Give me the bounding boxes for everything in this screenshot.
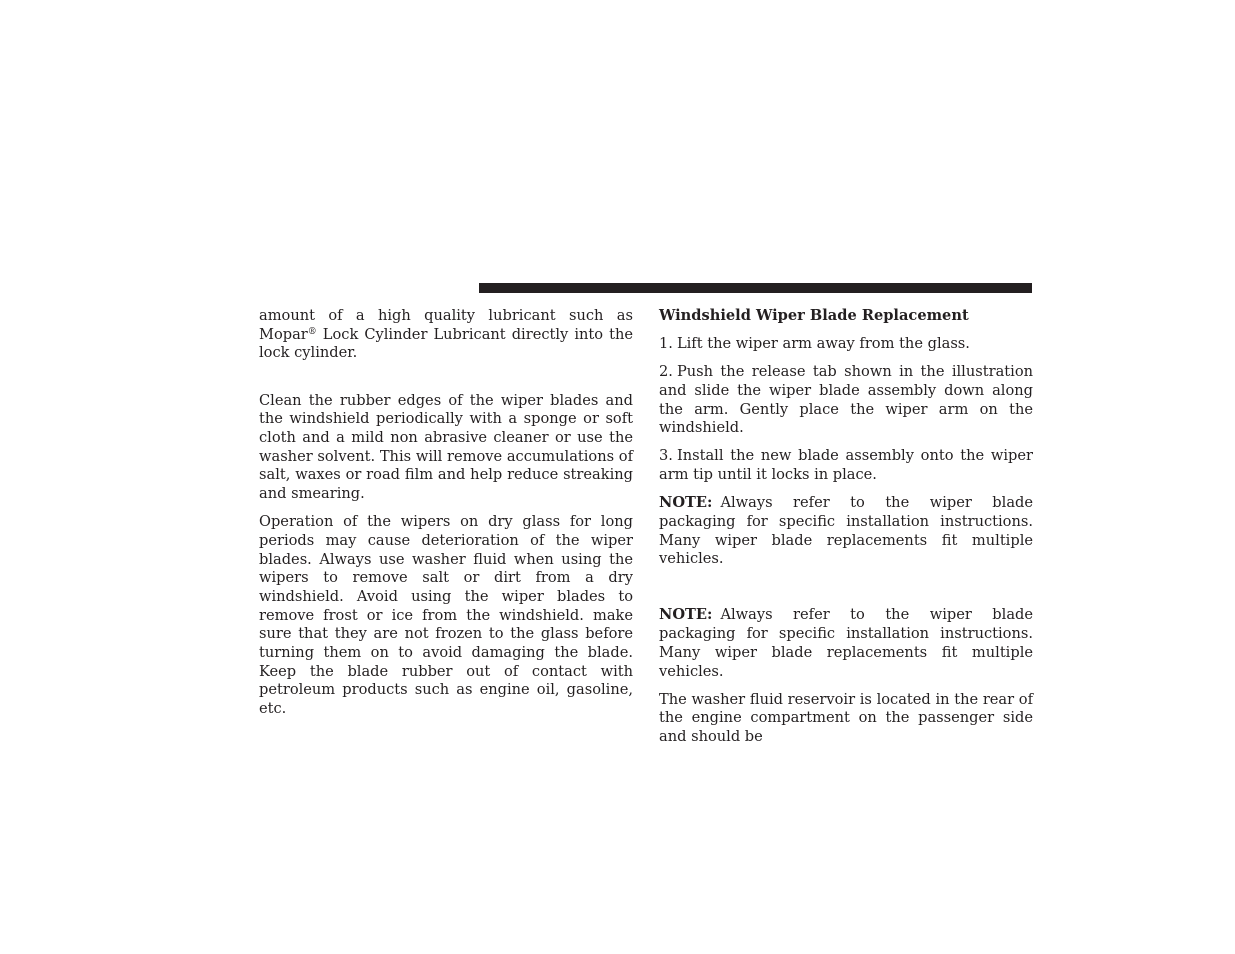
note-text: Always refer to the wiper blade packaging for specific installation instructions. Many wiper blade replacements fit multiple vehicles. <box>659 494 1033 568</box>
step-text: Install the new blade assembly onto the wiper arm tip until it locks in place. <box>659 447 1033 484</box>
note-text: Always refer to the wiper blade packaging for specific installation instructions. Many wiper blade replacements fit multiple vehicles. <box>659 606 1033 680</box>
step-number: 1. <box>659 335 673 353</box>
spacer <box>659 578 1033 606</box>
wiper-cleaning-paragraph: Clean the rubber edges of the wiper blades and the windshield periodically with a sponge or soft cloth and a mild non abrasive cleaner or use the washer solvent. This will remove accumulations of salt, waxes or road film and help reduce streaking and smearing. <box>259 391 633 503</box>
lubricant-paragraph: amount of a high quality lubricant such as Mopar® Lock Cylinder Lubricant directly into the lock cylinder. <box>259 307 633 362</box>
step-text: Lift the wiper arm away from the glass. <box>676 335 970 353</box>
step-3 <box>659 447 1033 484</box>
registered-mark: ® <box>307 326 317 337</box>
spacer <box>259 373 633 392</box>
step-1 <box>659 335 1033 354</box>
note-2 <box>659 606 1033 681</box>
note-1 <box>659 494 1033 569</box>
left-column <box>259 307 633 728</box>
step-text: Push the release tab shown in the illustration and slide the wiper blade assembly down along the arm. Gently place the wiper arm on the windshield. <box>659 363 1033 437</box>
wiper-replacement-heading: Windshield Wiper Blade Replacement <box>659 307 969 324</box>
step-number: 3. <box>659 447 673 465</box>
note-label: NOTE: <box>659 494 713 512</box>
section-header-rule <box>479 283 1032 293</box>
right-column <box>659 307 1033 756</box>
step-number: 2. <box>659 363 673 381</box>
washer-reservoir-paragraph: The washer fluid reservoir is located in the rear of the engine compartment on the passenger side and should be <box>659 690 1033 745</box>
step-2 <box>659 363 1033 438</box>
dry-glass-paragraph: Operation of the wipers on dry glass for long periods may cause deterioration of the wiper blades. Always use washer fluid when using the wipers to remove salt or dirt from a dry windshield. Avoid using the wiper blades to remove frost or ice from the windshield. make sure that they are not frozen to the glass before turning them on to avoid damaging the blade. Keep the blade rubber out of contact with petroleum products such as engine oil, gasoline, etc. <box>259 513 633 718</box>
note-label: NOTE: <box>659 606 713 624</box>
